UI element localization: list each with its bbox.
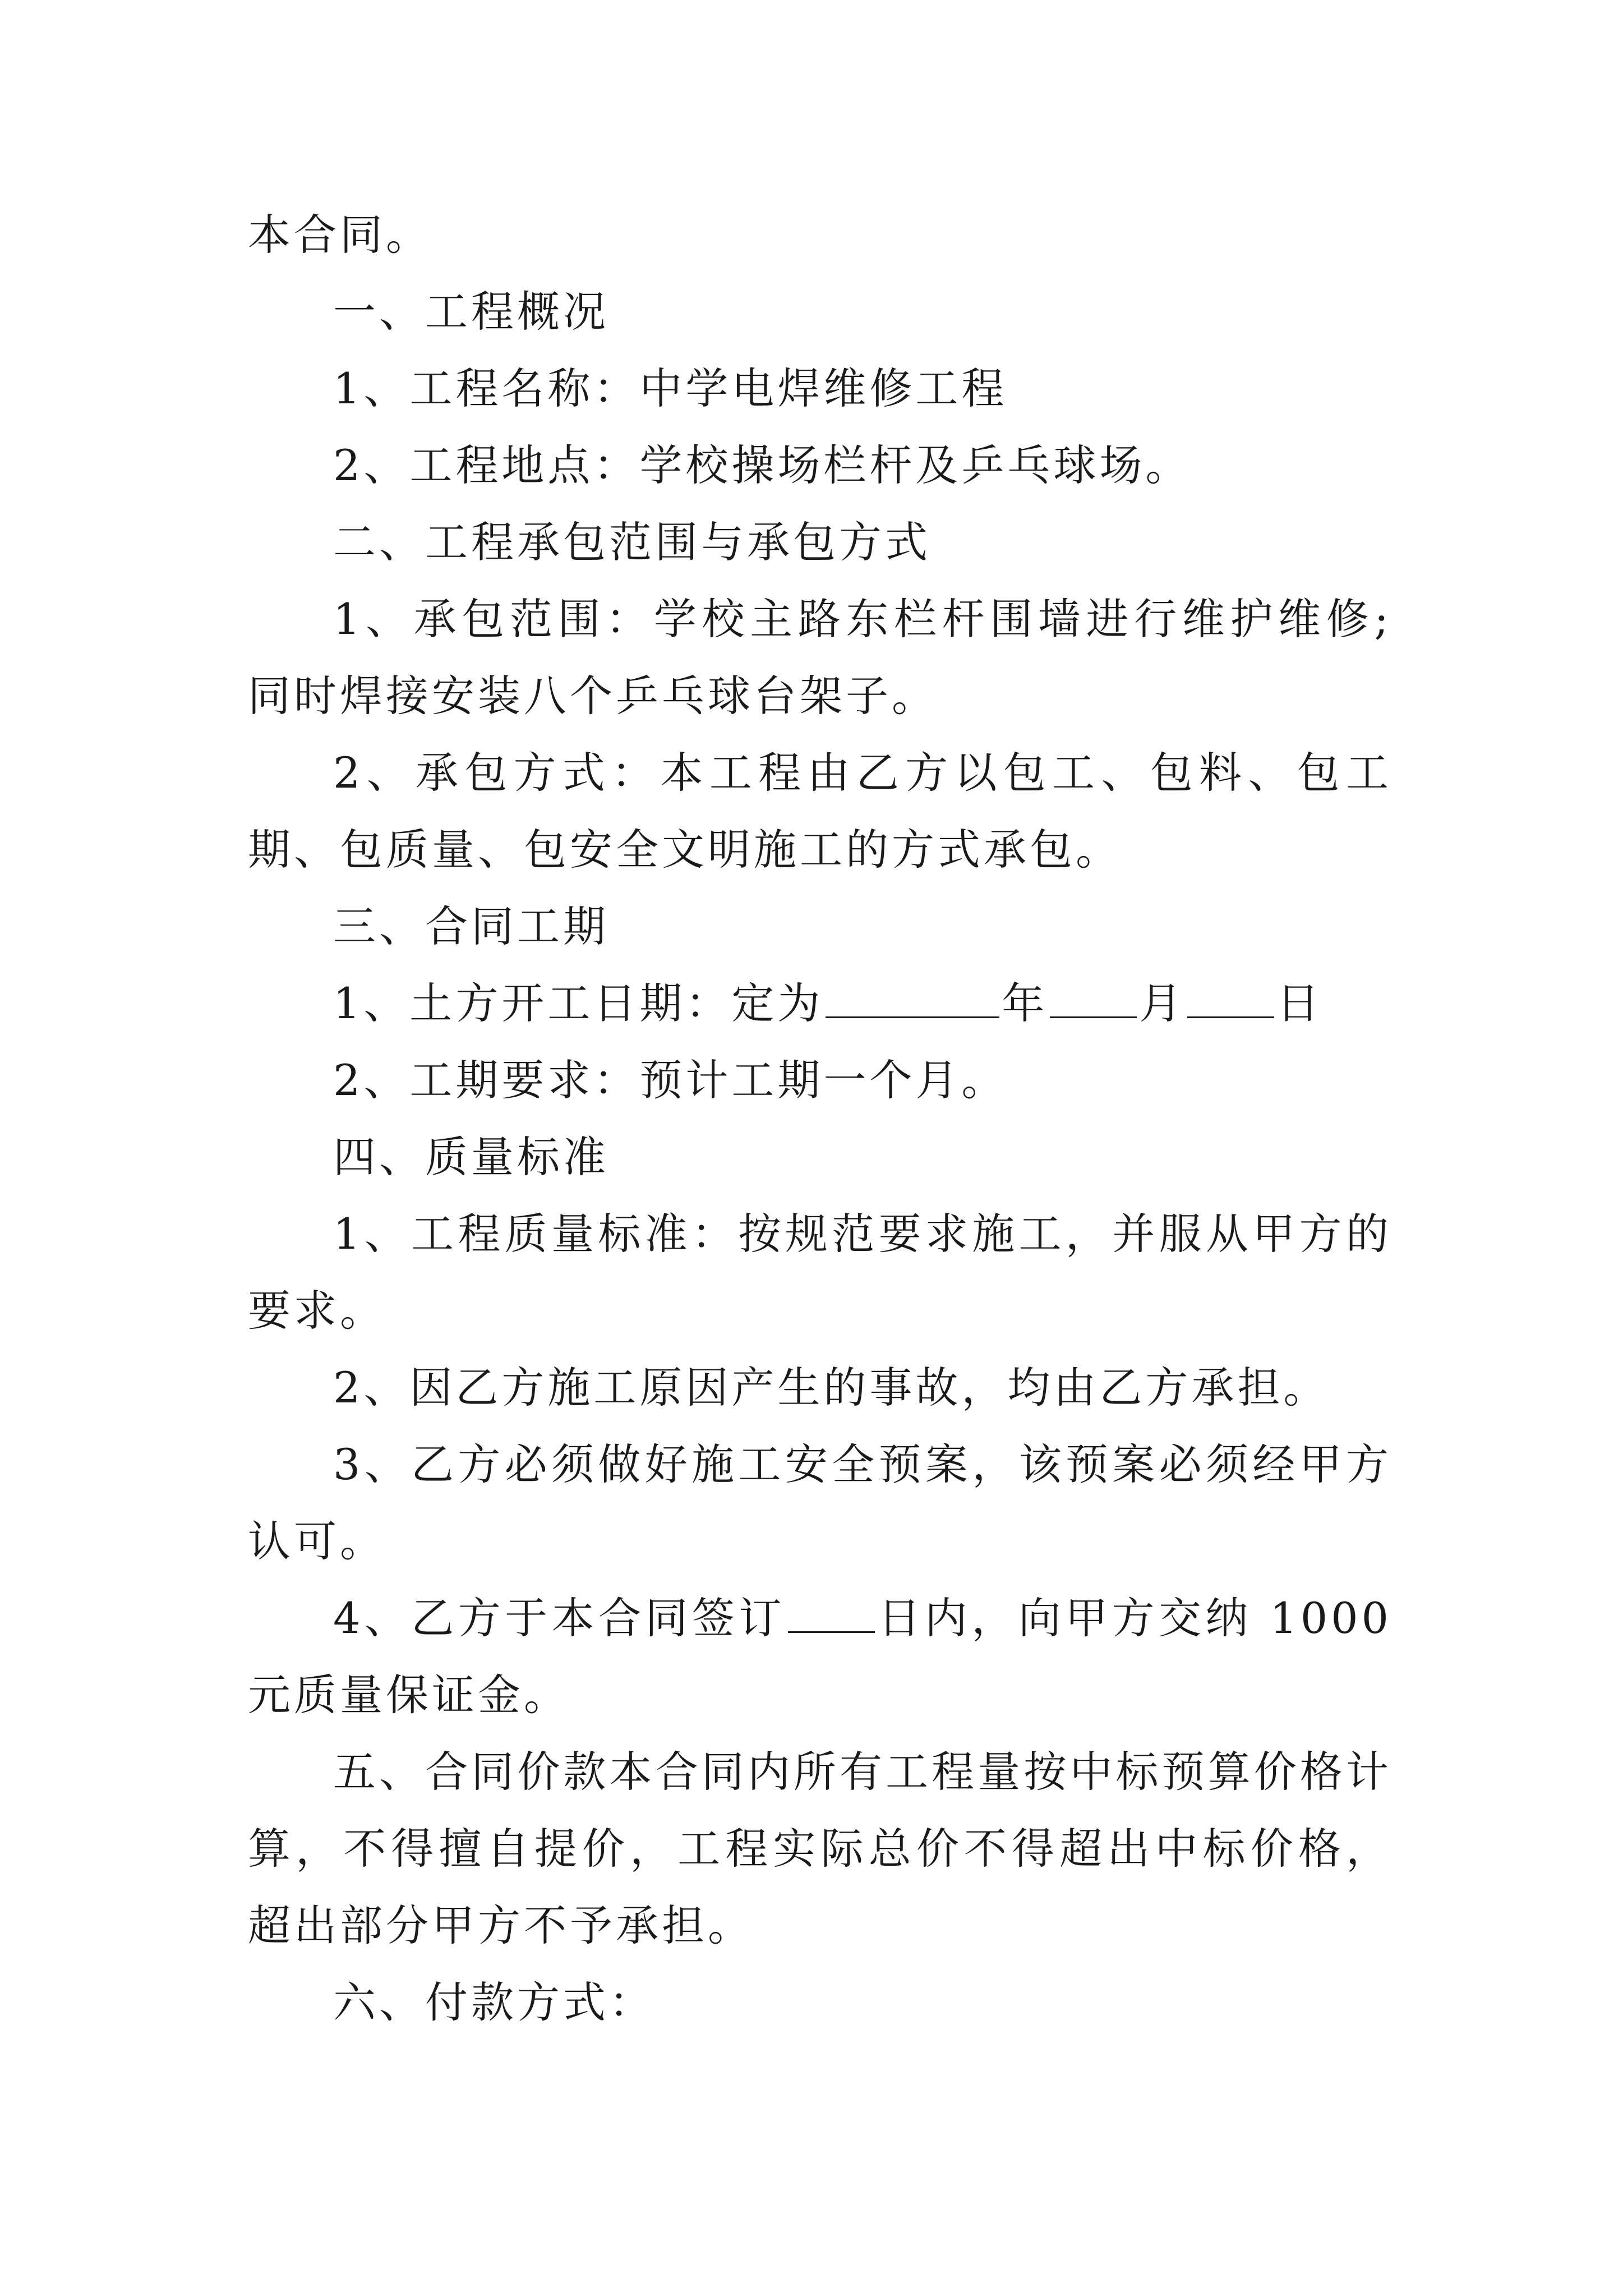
contract-scope-paragraph: 1、承包范围：学校主路东栏杆围墙进行维护维修;同时焊接安装八个乒乓球台架子。 [248,594,1392,721]
start-date-line [248,965,1392,1042]
section-heading-payment-method: 六、付款方式： [333,1977,655,2027]
section-heading-project-overview: 一、工程概况 [333,287,609,337]
year-blank[interactable] [826,977,999,1018]
accident-liability-paragraph: 2、因乙方施工原因产生的事故，均由乙方承担。 [333,1363,1330,1412]
project-name-line: 1、工程名称：中学电焊维修工程 [333,364,1008,413]
contract-method-paragraph: 2、承包方式：本工程由乙方以包工、包料、包工期、包质量、包安全文明施工的方式承包。 [248,748,1392,875]
safety-plan-paragraph: 3、乙方必须做好施工安全预案，该预案必须经甲方认可。 [248,1439,1392,1566]
start-date-label: 1、土方开工日期：定为 [333,978,824,1028]
section-heading-quality-standard: 四、质量标准 [333,1132,609,1182]
section-heading-contract-period: 三、合同工期 [333,901,609,951]
day-label: 日 [1276,978,1323,1028]
period-requirement-line: 2、工期要求：预计工期一个月。 [333,1055,1008,1105]
month-blank[interactable] [1050,977,1137,1018]
month-label: 月 [1139,978,1186,1028]
quality-deposit-paragraph [248,1580,1392,1733]
deposit-suffix: 日内，向甲方交纳 1000 元质量保证金。 [248,1593,1392,1720]
project-location-line: 2、工程地点：学校操场栏杆及乒乓球场。 [333,440,1192,490]
contract-price-paragraph: 五、合同价款本合同内所有工程量按中标预算价格计算，不得擅自提价，工程实际总价不得超出中标价格，超出部分甲方不予承担。 [248,1747,1392,1950]
document-body [248,196,1392,2041]
section-heading-scope-and-method: 二、工程承包范围与承包方式 [333,517,931,567]
year-label: 年 [1002,978,1048,1028]
paragraph-continuation: 本合同。 [248,210,432,260]
days-blank[interactable] [788,1592,875,1633]
quality-standard-paragraph: 1、工程质量标准：按规范要求施工，并服从甲方的要求。 [248,1209,1392,1336]
deposit-prefix: 4、乙方于本合同签订 [333,1593,786,1643]
day-blank[interactable] [1187,977,1274,1018]
